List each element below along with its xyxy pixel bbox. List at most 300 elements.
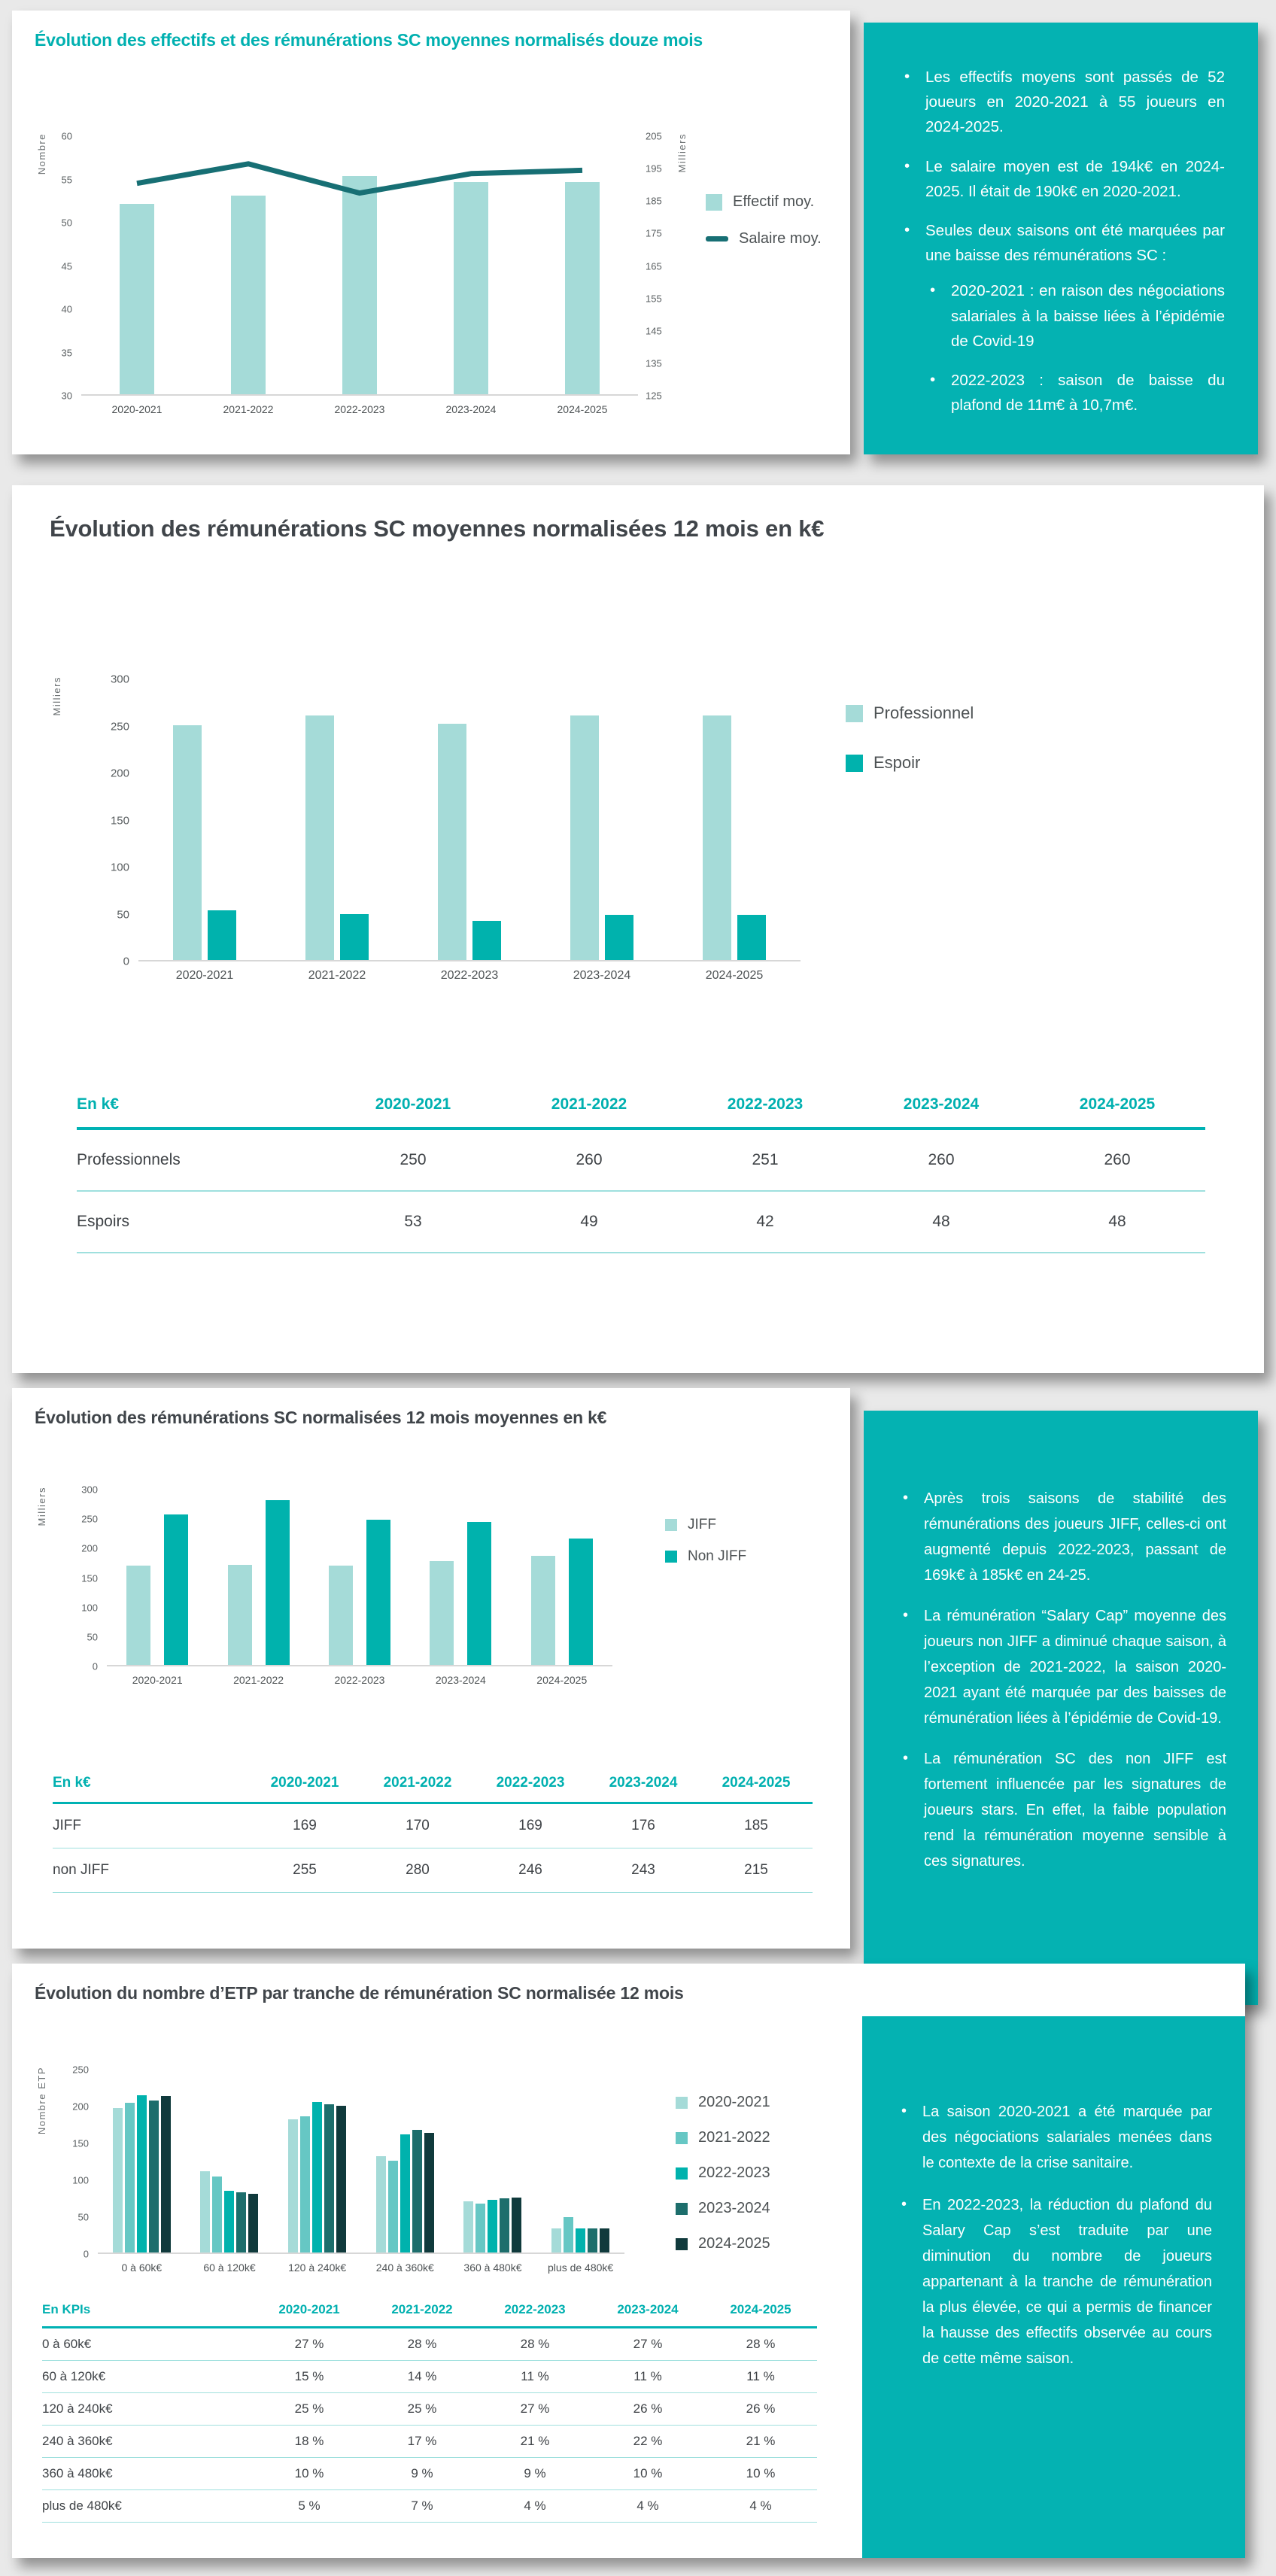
y-tick: 205 <box>646 130 662 142</box>
y-axis-title: Milliers <box>51 676 62 716</box>
bar-group <box>410 1488 511 1665</box>
panel-effectifs-remunerations <box>12 11 850 454</box>
cell-value: 215 <box>744 1862 768 1878</box>
panel-remunerations-moyennes <box>12 485 1264 1373</box>
bar <box>605 915 633 960</box>
legend-item <box>676 2235 770 2252</box>
x-label: 2021-2022 <box>223 403 274 415</box>
plot-area <box>81 135 638 396</box>
bar <box>472 921 501 961</box>
row-label: 60 à 120k€ <box>42 2369 106 2383</box>
cell-value: 11 % <box>633 2369 662 2383</box>
y-tick: 250 <box>72 2064 89 2076</box>
legend-item <box>676 2200 770 2217</box>
bar <box>137 2095 147 2252</box>
y-tick: 0 <box>83 2248 89 2260</box>
cell-value: 48 <box>1108 1213 1126 1230</box>
x-label: 2020-2021 <box>175 969 234 982</box>
bar <box>200 2171 210 2252</box>
y-tick: 300 <box>81 1484 98 1496</box>
bar <box>600 2228 609 2252</box>
legend-item <box>846 703 974 723</box>
bar-group <box>309 1488 410 1665</box>
y-tick: 100 <box>81 1602 98 1614</box>
y-axis-right <box>638 130 688 402</box>
bar <box>430 1561 454 1665</box>
square-swatch-icon <box>706 194 722 211</box>
bar <box>149 2101 159 2252</box>
bar <box>400 2134 410 2252</box>
legend-label: 2023-2024 <box>698 2200 770 2216</box>
square-swatch-icon <box>846 755 863 772</box>
line-swatch-icon <box>706 236 728 242</box>
y-tick: 125 <box>646 390 662 402</box>
table-body <box>77 1129 1205 1253</box>
y-axis-title: Nombre <box>36 133 47 175</box>
cell-value: 10 % <box>294 2466 324 2480</box>
bar <box>161 2096 171 2252</box>
y-axis <box>50 673 138 968</box>
cell-value: 185 <box>744 1818 768 1833</box>
y-tick: 175 <box>646 227 662 239</box>
row-label: 120 à 240k€ <box>42 2401 113 2416</box>
cell-value: 27 % <box>294 2337 324 2351</box>
cell-value: 169 <box>293 1818 317 1833</box>
cell-value: 243 <box>631 1862 655 1878</box>
cell-value: 14 % <box>407 2369 437 2383</box>
bar <box>588 2228 597 2252</box>
season-header: 2021-2022 <box>366 2302 478 2328</box>
x-label: 2020-2021 <box>111 403 163 415</box>
panel2-title: Évolution des rémunérations SC moyennes normalisées 12 mois en k€ <box>50 515 825 542</box>
panel1-combo-chart <box>35 130 828 415</box>
cell-value: 176 <box>631 1818 655 1833</box>
x-label: 2023-2024 <box>573 969 631 982</box>
bar <box>366 1520 390 1665</box>
bar-group <box>98 2068 186 2252</box>
x-label: 240 à 360k€ <box>375 2262 434 2274</box>
y-tick: 35 <box>61 347 72 358</box>
cell-value: 9 % <box>524 2466 546 2480</box>
bar-group <box>403 678 536 960</box>
panel3-bar-chart <box>35 1484 828 1686</box>
y-tick: 250 <box>110 720 129 733</box>
row-label: plus de 480k€ <box>42 2499 122 2513</box>
cell-value: 28 % <box>746 2337 776 2351</box>
x-label: 120 à 240k€ <box>288 2262 347 2274</box>
y-tick: 45 <box>61 260 72 272</box>
panel3-title: Évolution des rémunérations SC normalisées 12 mois moyennes en k€ <box>35 1408 607 1427</box>
cell-value: 260 <box>576 1151 603 1168</box>
table-row <box>42 2393 817 2426</box>
cell-value: 26 % <box>746 2401 776 2416</box>
y-tick: 55 <box>61 174 72 185</box>
bar <box>228 1565 252 1665</box>
x-label: 2021-2022 <box>308 969 366 982</box>
x-label: 2024-2025 <box>557 403 608 415</box>
bar <box>438 724 466 960</box>
cell-value: 4 % <box>524 2499 546 2513</box>
square-swatch-icon <box>665 1551 677 1563</box>
bar <box>312 2102 322 2252</box>
cell-value: 53 <box>404 1213 422 1230</box>
commentary-bullet: • En 2022-2023, la réduction du plafond du Salary Cap s’est traduite par une diminution du nombre de joueurs appartenant à la tranche de rémunération la plus élevée, ce qui a permis de financer la hausse des effectifs observée au cours de cette même saison. <box>900 2192 1212 2371</box>
bar-group <box>81 135 193 394</box>
legend-label: 2021-2022 <box>698 2129 770 2146</box>
bar <box>126 1566 150 1665</box>
y-axis-right-title: Milliers <box>676 133 688 173</box>
x-label: 60 à 120k€ <box>203 2262 256 2274</box>
bar <box>329 1566 353 1665</box>
plot-area <box>98 2068 624 2254</box>
panel4-title: Évolution du nombre d’ETP par tranche de rémunération SC normalisée 12 mois <box>35 1983 684 2003</box>
bar <box>576 2228 585 2252</box>
bar-group <box>304 135 415 394</box>
cell-value: 4 % <box>636 2499 659 2513</box>
table-header-row <box>77 1095 1205 1129</box>
bar-group <box>512 1488 612 1665</box>
bar <box>266 1500 290 1665</box>
bar <box>288 2119 298 2252</box>
cell-value: 9 % <box>411 2466 433 2480</box>
cell-value: 18 % <box>294 2434 324 2448</box>
table-header <box>53 1775 813 1803</box>
table-row <box>77 1129 1205 1191</box>
y-tick: 60 <box>61 130 72 142</box>
cell-value: 42 <box>756 1213 774 1230</box>
chart <box>35 1484 828 1672</box>
panel-jiff-nonjiff <box>12 1388 850 1949</box>
bar <box>324 2104 334 2252</box>
y-tick: 185 <box>646 195 662 207</box>
cell-value: 11 % <box>746 2369 775 2383</box>
panel4-commentary <box>862 2016 1245 2558</box>
legend-label: 2022-2023 <box>698 2164 770 2181</box>
cell-value: 280 <box>406 1862 430 1878</box>
panel2-bar-chart <box>50 673 1226 983</box>
bar <box>342 176 377 394</box>
panel1-title: Évolution des effectifs et des rémunérations SC moyennes normalisés douze mois <box>35 30 703 50</box>
y-tick: 0 <box>123 955 129 968</box>
square-swatch-icon <box>665 1519 677 1531</box>
cell-value: 28 % <box>520 2337 550 2351</box>
panel1-commentary <box>864 23 1258 454</box>
table-row <box>77 1191 1205 1253</box>
row-label-header: En k€ <box>77 1095 325 1129</box>
legend-item <box>846 753 974 773</box>
bar <box>164 1514 188 1665</box>
x-label: 2023-2024 <box>445 403 497 415</box>
bar-group <box>361 2068 449 2252</box>
y-tick: 0 <box>92 1660 98 1672</box>
x-label: 360 à 480k€ <box>463 2262 522 2274</box>
square-swatch-icon <box>676 2203 688 2215</box>
bar <box>212 2177 222 2252</box>
panel-etp-tranches <box>12 1964 1245 2558</box>
data-table <box>77 1095 1205 1253</box>
row-label: 240 à 360k€ <box>42 2434 113 2448</box>
bar <box>336 2106 346 2252</box>
legend-item <box>665 1517 746 1533</box>
x-label: 2021-2022 <box>233 1674 284 1686</box>
bar <box>454 182 488 394</box>
bar-group <box>415 135 527 394</box>
season-header: 2024-2025 <box>700 1775 813 1803</box>
commentary-bullet: • La saison 2020-2021 a été marquée par des négociations salariales menées dans le contexte de la crise sanitaire. <box>900 2099 1212 2176</box>
bar <box>569 1539 593 1665</box>
legend-label: Salaire moy. <box>739 230 822 247</box>
commentary-bullet: • Le salaire moyen est de 194k€ en 2024-2025. Il était de 190k€ en 2020-2021. <box>903 154 1225 204</box>
bar <box>565 182 600 394</box>
plot-area <box>107 1488 612 1666</box>
cell-value: 250 <box>400 1151 427 1168</box>
bar <box>737 915 766 960</box>
cell-value: 5 % <box>298 2499 321 2513</box>
commentary-bullet: • Les effectifs moyens sont passés de 52 joueurs en 2020-2021 à 55 joueurs en 2024-2025. <box>903 65 1225 140</box>
season-header: 2022-2023 <box>478 2302 591 2328</box>
x-label: 2022-2023 <box>440 969 499 982</box>
y-tick: 300 <box>110 673 129 686</box>
table-header-row <box>42 2302 817 2328</box>
y-tick: 40 <box>61 303 72 315</box>
row-label: JIFF <box>53 1818 81 1833</box>
bar <box>208 910 236 960</box>
cell-value: 10 % <box>746 2466 776 2480</box>
cell-value: 169 <box>518 1818 542 1833</box>
y-tick: 30 <box>61 390 72 402</box>
cell-value: 48 <box>932 1213 950 1230</box>
x-axis-labels <box>107 1674 612 1686</box>
y-tick: 100 <box>110 861 129 874</box>
table-row <box>42 2458 817 2490</box>
table-header <box>77 1095 1205 1129</box>
y-axis-title: Milliers <box>36 1487 47 1526</box>
season-header: 2020-2021 <box>248 1775 361 1803</box>
table-row <box>53 1803 813 1848</box>
legend-label: 2024-2025 <box>698 2235 770 2252</box>
y-tick: 100 <box>72 2174 89 2186</box>
plot-area <box>138 678 801 961</box>
bar <box>564 2217 573 2252</box>
commentary-sub-list <box>925 278 1225 418</box>
bar <box>703 715 731 960</box>
bar <box>488 2200 497 2252</box>
table-row <box>53 1848 813 1893</box>
y-tick: 150 <box>81 1572 98 1584</box>
bar <box>570 715 599 960</box>
cell-value: 251 <box>752 1151 779 1168</box>
bar-group <box>208 1488 308 1665</box>
season-header: 2021-2022 <box>361 1775 474 1803</box>
bar-group <box>536 2068 624 2252</box>
y-tick: 135 <box>646 357 662 369</box>
legend-label: Effectif moy. <box>733 193 815 210</box>
table-row <box>42 2426 817 2458</box>
y-tick: 145 <box>646 325 662 337</box>
y-tick: 150 <box>110 814 129 827</box>
bar <box>424 2133 434 2252</box>
y-axis <box>35 130 81 402</box>
commentary-bullet: • La rémunération SC des non JIFF est fortement influencée par les signatures de joueurs stars. En effet, la faible population rend la rémunération moyenne sensible à ces signatures. <box>901 1746 1226 1874</box>
row-label-header: En KPIs <box>42 2302 253 2328</box>
commentary-bullet: • Après trois saisons de stabilité des rémunérations des joueurs JIFF, celles-ci ont augmenté depuis 2022-2023, passant de 169k€ à 185k€ en 24-25. <box>901 1486 1226 1588</box>
bar <box>224 2191 234 2252</box>
square-swatch-icon <box>676 2238 688 2250</box>
bar <box>467 1522 491 1665</box>
cell-value: 27 % <box>633 2337 663 2351</box>
legend-label: Non JIFF <box>688 1548 747 1564</box>
row-label: 0 à 60k€ <box>42 2337 92 2351</box>
x-label: 2023-2024 <box>435 1674 486 1686</box>
commentary-bullet: • Seules deux saisons ont été marquées par une baisse des rémunérations SC : • 2020-2021 : en raison des négociations salariales à la baisse liées à l’épidémie de Covid-19 • 2022-2023 : saison de baisse du plafond de 11m€ à 10,7m€. <box>903 218 1225 418</box>
square-swatch-icon <box>846 705 863 722</box>
commentary-sub-bullet: • 2020-2021 : en raison des négociations salariales à la baisse liées à l’épidémie de Covid-19 <box>928 278 1225 354</box>
bar <box>512 2198 521 2253</box>
legend-item <box>706 230 822 248</box>
data-table <box>53 1775 813 1893</box>
data-table <box>42 2302 817 2523</box>
square-swatch-icon <box>676 2167 688 2180</box>
season-header: 2023-2024 <box>591 2302 704 2328</box>
bar-group <box>449 2068 537 2252</box>
table-row <box>42 2490 817 2523</box>
bar <box>231 196 266 395</box>
cell-value: 28 % <box>407 2337 437 2351</box>
legend-item <box>676 2129 770 2146</box>
y-tick: 50 <box>61 217 72 229</box>
cell-value: 170 <box>406 1818 430 1833</box>
legend <box>706 135 822 248</box>
commentary-bullet: • La rémunération “Salary Cap” moyenne des joueurs non JIFF a diminué chaque saison, à l’exception de 2021-2022, la saison 2020-2021 ayant été marquée par des baisses de rémunération liées à l’épidémie de Covid-19. <box>901 1603 1226 1731</box>
cell-value: 22 % <box>633 2434 663 2448</box>
x-label: 2020-2021 <box>132 1674 183 1686</box>
y-tick: 200 <box>110 767 129 780</box>
legend <box>676 2068 770 2252</box>
cell-value: 260 <box>928 1151 955 1168</box>
cell-value: 25 % <box>294 2401 324 2416</box>
bar <box>305 715 334 960</box>
cell-value: 49 <box>580 1213 598 1230</box>
cell-value: 25 % <box>407 2401 437 2416</box>
table-body <box>53 1803 813 1893</box>
bar-group <box>193 135 304 394</box>
bar-group <box>186 2068 274 2252</box>
cell-value: 15 % <box>294 2369 324 2383</box>
row-label-header: En k€ <box>53 1775 248 1803</box>
x-label: 2024-2025 <box>536 1674 588 1686</box>
chart <box>50 673 1226 968</box>
x-axis-labels <box>138 969 801 983</box>
cell-value: 27 % <box>520 2401 550 2416</box>
table-row <box>42 2361 817 2393</box>
bar <box>376 2156 386 2252</box>
bar <box>248 2194 258 2252</box>
x-axis-labels <box>98 2262 624 2274</box>
legend-item <box>665 1548 746 1565</box>
legend-label: Espoir <box>873 753 921 772</box>
legend-item <box>676 2164 770 2182</box>
y-tick: 165 <box>646 260 662 272</box>
bar <box>412 2130 422 2252</box>
cell-value: 17 % <box>407 2434 437 2448</box>
season-header: 2020-2021 <box>325 1095 501 1129</box>
panel2-table <box>50 1095 1226 1253</box>
legend-item <box>706 193 822 211</box>
legend-label: JIFF <box>688 1517 716 1533</box>
bar <box>463 2201 473 2252</box>
y-tick: 155 <box>646 293 662 305</box>
bar <box>551 2228 561 2252</box>
cell-value: 7 % <box>411 2499 433 2513</box>
season-header: 2022-2023 <box>677 1095 853 1129</box>
season-header: 2022-2023 <box>474 1775 587 1803</box>
season-header: 2020-2021 <box>253 2302 366 2328</box>
y-axis-title: Nombre ETP <box>36 2067 47 2135</box>
cell-value: 11 % <box>521 2369 549 2383</box>
bar <box>125 2103 135 2252</box>
y-tick: 195 <box>646 163 662 175</box>
season-header: 2024-2025 <box>704 2302 817 2328</box>
y-tick: 250 <box>81 1513 98 1525</box>
y-tick: 200 <box>81 1542 98 1554</box>
season-header: 2023-2024 <box>587 1775 700 1803</box>
panel3-commentary <box>864 1411 1258 2005</box>
bar <box>531 1556 555 1665</box>
cell-value: 255 <box>293 1862 317 1878</box>
cell-value: 246 <box>518 1862 542 1878</box>
bar-group <box>273 2068 361 2252</box>
bar <box>388 2161 398 2252</box>
panel3-table <box>35 1775 828 1893</box>
table-body <box>42 2328 817 2523</box>
cell-value: 21 % <box>746 2434 776 2448</box>
y-axis <box>35 2064 98 2260</box>
bar-group <box>668 678 801 960</box>
season-header: 2024-2025 <box>1029 1095 1205 1129</box>
season-header: 2021-2022 <box>501 1095 677 1129</box>
row-label: Professionnels <box>77 1151 181 1168</box>
table-row <box>42 2328 817 2361</box>
bar <box>500 2198 509 2252</box>
row-label: 360 à 480k€ <box>42 2466 113 2480</box>
x-label: plus de 480k€ <box>548 2262 614 2274</box>
bar-group <box>536 678 668 960</box>
y-tick: 50 <box>87 1631 98 1643</box>
bar <box>173 725 202 961</box>
bar-group <box>271 678 403 960</box>
commentary-sub-bullet: • 2022-2023 : saison de baisse du plafond de 11m€ à 10,7m€. <box>928 368 1225 418</box>
legend-label: 2020-2021 <box>698 2094 770 2110</box>
bar <box>120 204 154 394</box>
legend-item <box>676 2094 770 2111</box>
y-tick: 150 <box>72 2137 89 2149</box>
bar-group <box>527 135 638 394</box>
bar <box>300 2116 310 2252</box>
y-tick: 200 <box>72 2101 89 2113</box>
row-label: Espoirs <box>77 1213 130 1230</box>
bar-group <box>107 1488 208 1665</box>
cell-value: 21 % <box>520 2434 550 2448</box>
cell-value: 4 % <box>749 2499 772 2513</box>
chart <box>35 130 828 402</box>
legend <box>846 678 974 773</box>
row-label: non JIFF <box>53 1862 109 1878</box>
table-header <box>42 2302 817 2328</box>
bar-group <box>138 678 271 960</box>
y-tick: 50 <box>117 908 129 921</box>
bar <box>236 2192 246 2252</box>
square-swatch-icon <box>676 2132 688 2144</box>
